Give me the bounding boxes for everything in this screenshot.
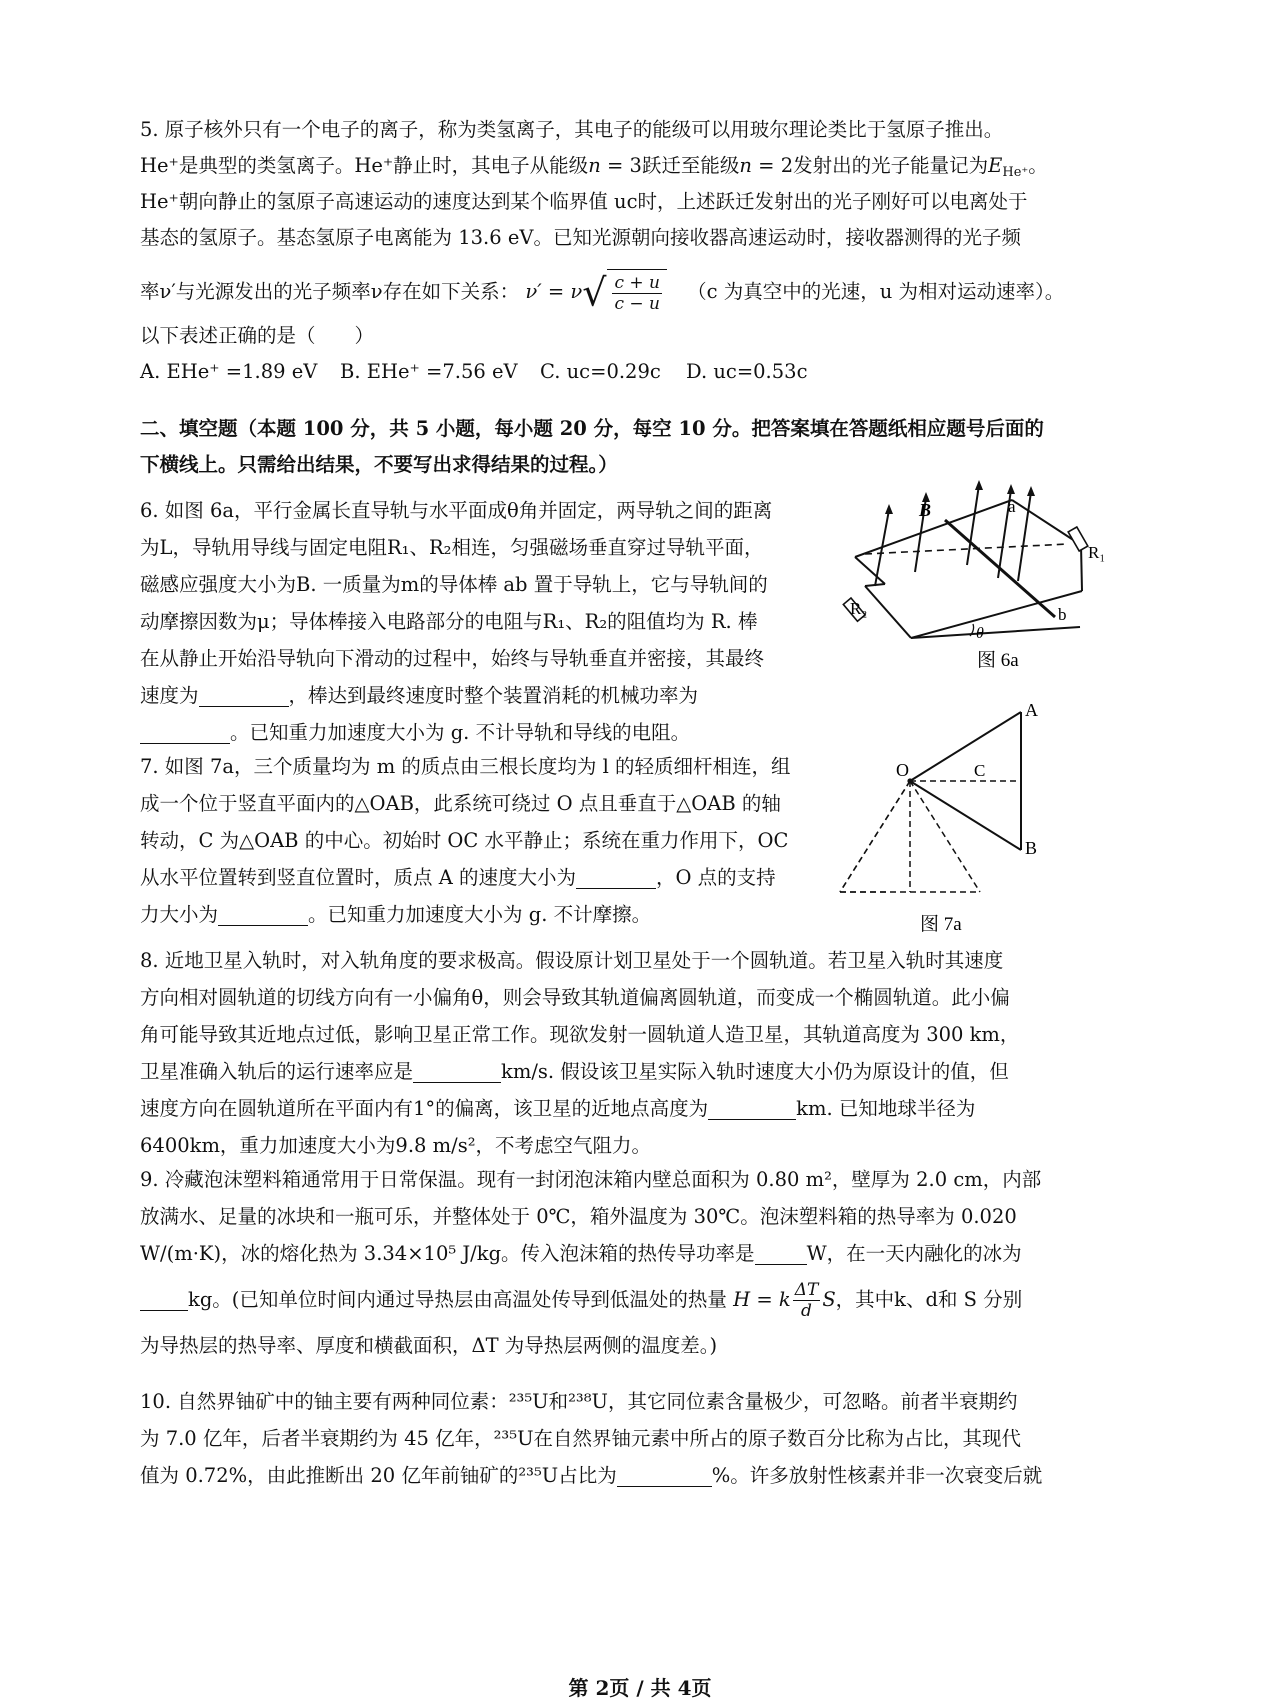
q6-line7 xyxy=(140,716,820,750)
q5-text: 。 xyxy=(1028,154,1048,177)
q5-var-n: n xyxy=(739,154,752,177)
rod-OA xyxy=(910,712,1021,781)
q5-option-a: A. EHe⁺ =1.89 eV xyxy=(140,360,318,383)
q8-text: km. 已知地球半径为 xyxy=(796,1097,976,1120)
q5-line5 xyxy=(140,269,1180,315)
sqrt-sign: √ xyxy=(582,270,607,315)
label-O: O xyxy=(896,760,909,780)
label-B: B xyxy=(1025,838,1038,858)
arrowhead xyxy=(975,480,983,490)
wire-left-lower xyxy=(865,586,911,638)
q9-line2: 放满水、足量的冰块和一瓶可乐，并整体处于 0℃，箱外温度为 30℃。泡沫塑料箱的热导率为 0.020 xyxy=(140,1205,1017,1228)
q7-line1: 7. 如图 7a，三个质量均为 m 的质点由三根长度均为 l 的轻质细杆相连，组 xyxy=(140,755,791,778)
figure-6a xyxy=(850,480,1115,720)
rail-lower xyxy=(911,591,1082,638)
q9-line3 xyxy=(140,1237,1180,1271)
q9-formula-rhs: S xyxy=(822,1288,836,1311)
q9-text: W/(m·K)，冰的熔化热为 3.34×10⁵ J/kg。传入泡沫箱的热传导功率是 xyxy=(140,1242,755,1265)
q7-text: 力大小为 xyxy=(140,903,219,926)
q5-text: = 3跃迁至能级 xyxy=(600,154,740,177)
q7-line3: 转动，C 为△OAB 的中心。初始时 OC 水平静止；系统在重力作用下，OC xyxy=(140,829,789,852)
q8-text: 卫星准确入轨后的运行速率应是 xyxy=(140,1060,414,1083)
label-a: a xyxy=(1008,497,1016,516)
label-R1: R₁ xyxy=(1088,543,1106,562)
section-2-header xyxy=(140,412,1180,482)
q5-sub-He: He⁺ xyxy=(1002,165,1029,180)
label-b: b xyxy=(1058,605,1067,624)
q5-formula-lhs: ν′ = ν xyxy=(525,280,583,303)
q5-text: 率ν′与光源发出的光子频率ν存在如下关系： xyxy=(140,280,520,303)
label-theta: θ xyxy=(976,625,984,642)
q5-var-E: E xyxy=(988,154,1003,177)
q5-option-c: C. uc=0.29c xyxy=(540,360,661,383)
q5-line6: 以下表述正确的是（ ） xyxy=(140,324,375,347)
q9-text: W，在一天内融化的冰为 xyxy=(806,1242,1022,1265)
wire-upper-right xyxy=(1012,500,1081,545)
q8-text: km/s. 假设该卫星实际入轨时速度大小仍为原设计的值，但 xyxy=(501,1060,1009,1083)
q8-line1: 8. 近地卫星入轨时，对入轨角度的要求极高。假设原计划卫星处于一个圆轨道。若卫星入轨时其速度 xyxy=(140,949,1004,972)
label-B: B xyxy=(919,500,932,520)
q5-formula-sqrt xyxy=(607,269,667,316)
q10-line1: 10. 自然界铀矿中的铀主要有两种同位素：²³⁵U和²³⁸U，其它同位素含量极少，可忽略。前者半衰期约 xyxy=(140,1390,1018,1413)
q6-line4: 动摩擦因数为μ；导体棒接入电路部分的电阻与R₁、R₂的阻值均为 R. 棒 xyxy=(140,610,758,633)
q5-option-d: D. uc=0.53c xyxy=(686,360,808,383)
q5-text: He⁺是典型的类氢离子。He⁺静止时，其电子从能级 xyxy=(140,154,589,177)
q7-text: 。已知重力加速度大小为 g. 不计摩擦。 xyxy=(308,903,652,926)
label-A: A xyxy=(1025,700,1038,720)
q5-line2 xyxy=(140,149,1180,183)
q6-text: 。已知重力加速度大小为 g. 不计导轨和导线的电阻。 xyxy=(230,721,691,744)
q6-line3: 磁感应强度大小为B. 一质量为m的导体棒 ab 置于导轨上，它与导轨间的 xyxy=(140,573,768,596)
q10-line3 xyxy=(140,1459,1180,1493)
q5-options xyxy=(140,355,1180,389)
q6-line5: 在从静止开始沿导轨向下滑动的过程中，始终与导轨垂直并密接，其最终 xyxy=(140,647,765,670)
answer-blank[interactable] xyxy=(708,1097,796,1120)
q6-line1: 6. 如图 6a，平行金属长直导轨与水平面成θ角并固定，两导轨之间的距离 xyxy=(140,499,773,522)
q8-line4 xyxy=(140,1055,1180,1089)
figure-7a-left xyxy=(830,690,890,900)
figure-7a-caption: 图 7a xyxy=(920,914,962,935)
q5-text: （c 为真空中的光速，u 为相对运动速率）。 xyxy=(687,280,1065,303)
q7-text: ，O 点的支持 xyxy=(655,866,776,889)
question-10 xyxy=(140,1385,1180,1493)
ground-line xyxy=(911,627,1080,638)
q5-var-n: n xyxy=(588,154,601,177)
q9-formula-num: ΔT xyxy=(794,1280,819,1300)
q5-formula-den: c − u xyxy=(614,294,660,314)
q10-line2: 为 7.0 亿年，后者半衰期约为 45 亿年，²³⁵U在自然界铀元素中所占的原子数百分比称为占比，其现代 xyxy=(140,1427,1022,1450)
q8-line6: 6400km，重力加速度大小为9.8 m/s²，不考虑空气阻力。 xyxy=(140,1134,652,1157)
q6-text: ，棒达到最终速度时整个装置消耗的机械功率为 xyxy=(288,684,699,707)
rod-OB xyxy=(910,781,1021,850)
q9-line1: 9. 冷藏泡沫塑料箱通常用于日常保温。现有一封闭泡沫箱内壁总面积为 0.80 m²，壁厚为 2.0 cm，内部 xyxy=(140,1168,1042,1191)
q5-line4: 基态的氢原子。基态氢原子电离能为 13.6 eV。已知光源朝向接收器高速运动时，接收器测得的光子频 xyxy=(140,226,1021,249)
answer-blank[interactable] xyxy=(617,1464,712,1487)
q5-formula-num: c + u xyxy=(614,273,660,293)
q6-line6 xyxy=(140,679,820,713)
q6-line2: 为L，导轨用导线与固定电阻R₁、R₂相连，匀强磁场垂直穿过导轨平面， xyxy=(140,536,764,559)
label-R2: R₂ xyxy=(850,599,868,618)
q9-line4 xyxy=(140,1277,1180,1323)
q6-text: 速度为 xyxy=(140,684,199,707)
wire-right xyxy=(1081,545,1082,591)
q7-line5 xyxy=(140,898,820,932)
answer-blank[interactable] xyxy=(218,903,308,926)
answer-blank[interactable] xyxy=(576,866,656,889)
q9-line5: 为导热层的热导率、厚度和横截面积，ΔT 为导热层两侧的温度差。) xyxy=(140,1334,718,1357)
q5-formula-fraction xyxy=(612,273,662,314)
q9-formula-fraction xyxy=(793,1280,821,1321)
arrowhead xyxy=(1027,486,1035,496)
q9-text: kg。(已知单位时间内通过导热层由高温处传导到低温处的热量 xyxy=(188,1288,727,1311)
question-6 xyxy=(140,494,820,750)
question-9 xyxy=(140,1163,1180,1363)
question-7 xyxy=(140,750,820,932)
q9-formula-lhs: H = k xyxy=(733,1288,791,1311)
q5-line1: 5. 原子核外只有一个电子的离子，称为类氢离子，其电子的能级可以用玻尔理论类比于氢原子推出。 xyxy=(140,118,1004,141)
q10-text: 值为 0.72%，由此推断出 20 亿年前铀矿的²³⁵U占比为 xyxy=(140,1464,617,1487)
label-C: C xyxy=(974,761,986,780)
section-2-line1: 二、填空题（本题 100 分，共 5 小题，每小题 20 分，每空 10 分。把答案填在答题纸相应题号后面的 xyxy=(140,417,1044,440)
arrowhead xyxy=(885,504,893,514)
field-arrow xyxy=(967,485,979,565)
question-5 xyxy=(140,113,1180,389)
q8-line2: 方向相对圆轨道的切线方向有一小偏角θ，则会导致其轨道偏离圆轨道，而变成一个椭圆轨道。此小偏 xyxy=(140,986,1010,1009)
q5-option-b: B. EHe⁺ =7.56 eV xyxy=(340,360,518,383)
q5-text: = 2发射出的光子能量记为 xyxy=(751,154,989,177)
q7-line4 xyxy=(140,861,820,895)
q8-line5 xyxy=(140,1092,1180,1126)
section-2-line2: 下横线上。只需给出结果，不要写出求得结果的过程。） xyxy=(140,453,618,476)
q9-text: ，其中k、d和 S 分别 xyxy=(835,1288,1023,1311)
answer-blank[interactable] xyxy=(199,684,289,707)
q7-text: 从水平位置转到竖直位置时，质点 A 的速度大小为 xyxy=(140,866,576,889)
question-8 xyxy=(140,944,1180,1163)
q8-text: 速度方向在圆轨道所在平面内有1°的偏离，该卫星的近地点高度为 xyxy=(140,1097,709,1120)
page-footer: 第 2页 / 共 4页 xyxy=(568,1676,712,1700)
dashed-rotated-2 xyxy=(910,781,980,892)
q7-line2: 成一个位于竖直平面内的△OAB，此系统可绕过 O 点且垂直于△OAB 的轴 xyxy=(140,792,781,815)
answer-blank[interactable] xyxy=(140,1288,188,1311)
q5-line3: He⁺朝向静止的氢原子高速运动的速度达到某个临界值 uc时，上述跃迁发射出的光子刚好可以电离处于 xyxy=(140,190,1028,213)
arrowhead xyxy=(1007,484,1015,494)
figure-6a-caption: 图 6a xyxy=(977,650,1019,671)
q8-line3: 角可能导致其近地点过低，影响卫星正常工作。现欲发射一圆轨道人造卫星，其轨道高度为 300 km， xyxy=(140,1023,1020,1046)
answer-blank[interactable] xyxy=(140,721,230,744)
q10-text: %。许多放射性核素并非一次衰变后就 xyxy=(711,1464,1043,1487)
answer-blank[interactable] xyxy=(413,1060,501,1083)
q9-formula-den: d xyxy=(801,1301,812,1321)
figure-7a xyxy=(880,690,1120,950)
answer-blank[interactable] xyxy=(755,1242,807,1265)
dashed-line xyxy=(865,544,1068,554)
